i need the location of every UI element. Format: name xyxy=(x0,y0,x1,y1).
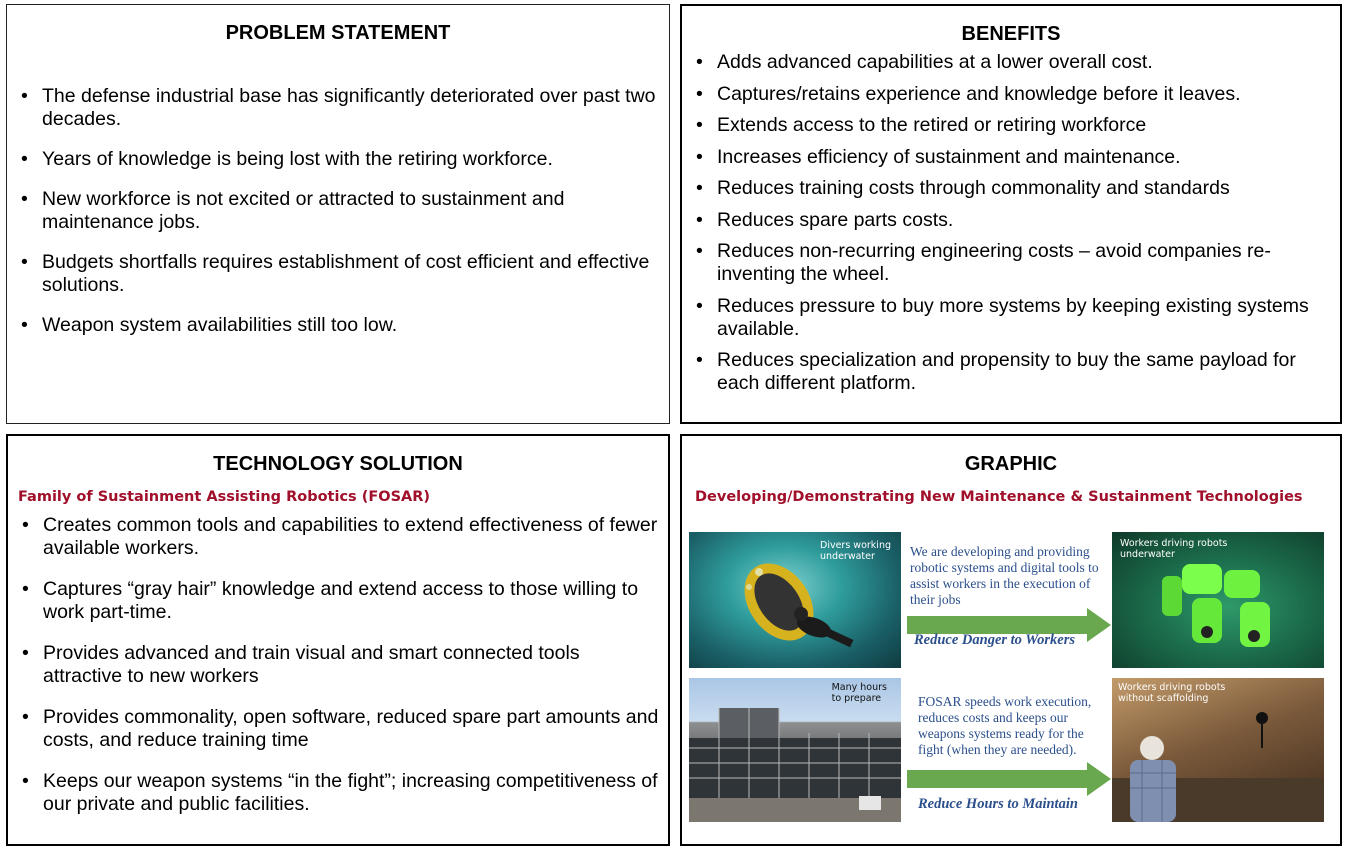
top-description: We are developing and providing robotic systems and digital tools to assist workers in the execution of their jobs xyxy=(910,544,1099,607)
problem-statement-panel xyxy=(6,4,670,424)
submarine-scaffolding-photo xyxy=(689,678,901,822)
benefits-list xyxy=(694,51,1334,404)
benefits-title: BENEFITS xyxy=(961,23,1061,45)
bottom-arrow-label: Reduce Hours to Maintain xyxy=(918,796,1078,812)
technology-subtitle: Family of Sustainment Assisting Robotics (FOSAR) xyxy=(18,489,431,505)
robots-underwater-caption: Workers driving robots underwater xyxy=(1120,538,1228,560)
list-item: • The defense industrial base has significantly deteriorated over past two decades. xyxy=(19,85,659,131)
list-item: • Years of knowledge is being lost with the retiring workforce. xyxy=(19,148,659,171)
list-item: • Extends access to the retired or retiring workforce xyxy=(694,114,1334,137)
list-item: • Reduces pressure to buy more systems by keeping existing systems available. xyxy=(694,295,1334,341)
top-arrow-label: Reduce Danger to Workers xyxy=(914,632,1075,648)
list-item: • Captures “gray hair” knowledge and extend access to those willing to work part-time. xyxy=(20,578,660,624)
list-item: • Adds advanced capabilities at a lower overall cost. xyxy=(694,51,1334,74)
submarine-caption: Many hours to prepare xyxy=(831,682,887,704)
graphic-panel xyxy=(680,434,1342,846)
benefits-panel xyxy=(680,4,1342,424)
list-item: • Budgets shortfalls requires establishment of cost efficient and effective solutions. xyxy=(19,251,659,297)
technology-solution-panel xyxy=(6,434,670,846)
problem-statement-title: PROBLEM STATEMENT xyxy=(225,22,451,44)
divers-photo xyxy=(689,532,901,668)
list-item: • Keeps our weapon systems “in the fight”; increasing competitiveness of our private and public facilities. xyxy=(20,770,660,816)
robots-underwater-photo xyxy=(1112,532,1324,668)
list-item: • Reduces specialization and propensity to buy the same payload for each different platform. xyxy=(694,349,1334,395)
list-item: • Reduces spare parts costs. xyxy=(694,209,1334,232)
divers-caption: Divers working underwater xyxy=(820,540,891,562)
workers-no-scaffolding-photo xyxy=(1112,678,1324,822)
list-item: • Weapon system availabilities still too low. xyxy=(19,314,659,337)
graphic-title: GRAPHIC xyxy=(964,453,1058,475)
list-item: • Provides advanced and train visual and smart connected tools attractive to new workers xyxy=(20,642,660,688)
right-arrow-icon xyxy=(907,762,1112,796)
technology-solution-title: TECHNOLOGY SOLUTION xyxy=(213,453,463,475)
list-item: • Reduces training costs through commonality and standards xyxy=(694,177,1334,200)
list-item: • Increases efficiency of sustainment and maintenance. xyxy=(694,146,1334,169)
list-item: • Creates common tools and capabilities to extend effectiveness of fewer available workers. xyxy=(20,514,660,560)
technology-list xyxy=(20,514,660,834)
bottom-description: FOSAR speeds work execution, reduces costs and keeps our weapons systems ready for the fight (when they are needed). xyxy=(918,694,1092,757)
workers-caption: Workers driving robots without scaffolding xyxy=(1118,682,1226,704)
list-item: • Captures/retains experience and knowledge before it leaves. xyxy=(694,83,1334,106)
list-item: • Provides commonality, open software, reduced spare part amounts and costs, and reduce training time xyxy=(20,706,660,752)
problem-list xyxy=(19,85,659,354)
list-item: • New workforce is not excited or attracted to sustainment and maintenance jobs. xyxy=(19,188,659,234)
list-item: • Reduces non-recurring engineering costs – avoid companies re-inventing the wheel. xyxy=(694,240,1334,286)
graphic-subtitle: Developing/Demonstrating New Maintenance & Sustainment Technologies xyxy=(695,489,1303,505)
